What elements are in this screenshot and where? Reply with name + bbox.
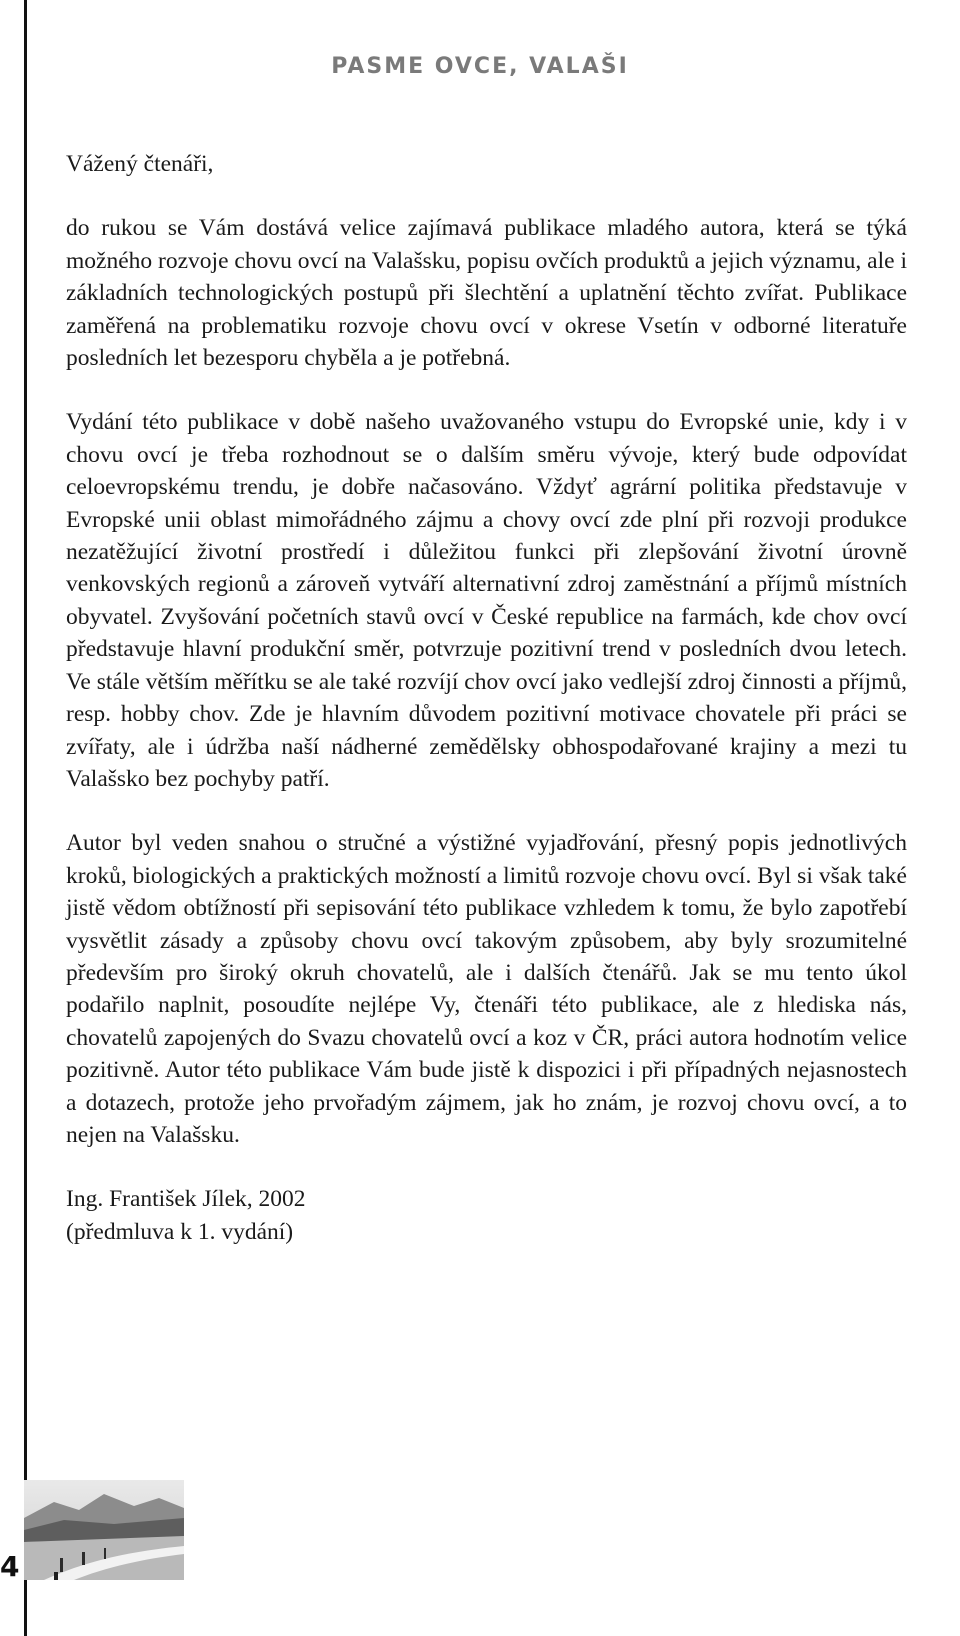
- left-margin-rule: [24, 0, 27, 1636]
- signature-line: Ing. František Jílek, 2002: [66, 1186, 306, 1213]
- running-header-title: PASME OVCE, VALAŠI: [331, 54, 629, 79]
- paragraph-2: Vydání této publikace v době našeho uvažovaného vstupu do Evropské unie, kdy i v chovu ovcí je třeba rozhodnout se o dalším směru vývoje, který bude odpovídat celoevropskému trendu, je dobře načasováno. Vždyť agrární politika představuje v Evropské unii oblast mimořádného zájmu a chovy ovcí zde plní při rozvoji produkce nezatěžující životní prostředí i důležitou funkci při zlepšování životní úrovně venkovských regionů a zároveň vytváří alternativní zdroj zaměstnání a příjmů místních obyvatel. Zvyšování početních stavů ovcí v České republice na farmách, kde chov ovcí představuje hlavní produkční směr, potvrzuje pozitivní trend v posledních dvou letech. Ve stále větším měřítku se ale také rozvíjí chov ovcí jako vedlejší zdroj činnosti a příjmů, resp. hobby chov. Zde je hlavním důvodem pozitivní motivace chovatele při práci se zvířaty, ale i údržba naší nádherné zemědělsky obhospodařované krajiny a mezi tu Valašsko bez pochyby patří.: [66, 409, 907, 792]
- foreword-body: [66, 148, 907, 1248]
- paragraph-1: do rukou se Vám dostává velice zajímavá publikace mladého autora, která se týká možného rozvoje chovu ovcí na Valašsku, popisu ovčích produktů a jejich významu, ale i základních technologických postupů při šlechtění a uplatnění těchto zvířat. Publikace zaměřená na problematiku rozvoje chovu ovcí v okrese Vsetín v odborné literatuře posledních let bezesporu chyběla a je potřebná.: [66, 215, 907, 372]
- paragraph-3: Autor byl veden snahou o stručné a výstižné vyjadřování, přesný popis jednotlivých kroků, biologických a praktických možností a limitů rozvoje chovu ovcí. Byl si však také jistě vědom obtížností při sepisování této publikace vzhledem k tomu, že bylo zapotřebí vysvětlit zásady a způsoby chovu ovcí takovým způsobem, aby byly srozumitelné především pro široký okruh chovatelů, ale i dalších čtenářů. Jak se mu tento úkol podařilo naplnit, posoudíte nejlépe Vy, čtenáři této publikace, ale z hlediska nás, chovatelů zapojených do Svazu chovatelů ovcí a koz v ČR, práci autora hodnotím velice pozitivně. Autor této publikace Vám bude jistě k dispozici i při případných nejasnostech a dotazech, protože jeho prvořadým zájmem, jak ho znám, je rozvoj chovu ovcí, a to nejen na Valašsku.: [66, 830, 907, 1148]
- page-number: 4: [0, 1550, 20, 1583]
- edition-note: (předmluva k 1. vydání): [66, 1218, 294, 1245]
- landscape-photo: [24, 1480, 184, 1580]
- salutation: Vážený čtenáři,: [66, 151, 214, 177]
